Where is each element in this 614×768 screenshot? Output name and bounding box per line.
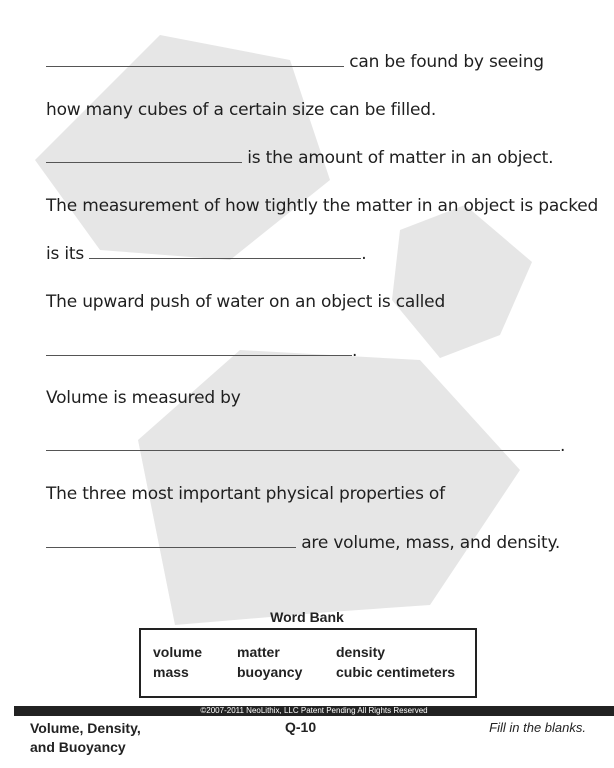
- question-3-line2: [46, 244, 366, 264]
- word-bank-word: density: [336, 644, 386, 660]
- question-4-line2: [46, 341, 357, 361]
- word-bank-word: cubic centimeters: [336, 664, 456, 680]
- blank-3[interactable]: [89, 244, 361, 259]
- question-3-text: is its: [46, 244, 85, 264]
- question-5-line2: [46, 436, 565, 456]
- bg-hexagon-right: [392, 205, 532, 358]
- blank-6[interactable]: [46, 533, 296, 548]
- period-4: .: [352, 341, 358, 361]
- question-1-line2: how many cubes of a certain size can be filled.: [46, 100, 437, 120]
- question-2-text: is the amount of matter in an object.: [247, 148, 554, 168]
- worksheet-title: [30, 719, 141, 757]
- worksheet-title-line1: Volume, Density,: [30, 720, 141, 736]
- question-6-line2: [46, 533, 560, 553]
- instruction-text: Fill in the blanks.: [489, 720, 586, 735]
- blank-1[interactable]: [46, 52, 344, 67]
- word-bank-word: mass: [153, 664, 189, 680]
- question-3-line1: The measurement of how tightly the matter in an object is packed: [46, 196, 599, 216]
- page-code: Q-10: [285, 719, 317, 735]
- word-bank-word: volume: [153, 644, 203, 660]
- word-bank-box: [139, 628, 477, 698]
- question-2-line: [46, 148, 553, 168]
- period-5: .: [560, 436, 566, 456]
- blank-4[interactable]: [46, 341, 352, 356]
- period-3: .: [361, 244, 367, 264]
- question-1-line1: [46, 52, 544, 72]
- copyright-bar: ©2007-2011 NeoLithix, LLC Patent Pending All Rights Reserved: [14, 706, 614, 716]
- worksheet-title-line2: and Buoyancy: [30, 739, 126, 755]
- word-bank-word: buoyancy: [237, 664, 303, 680]
- question-1-text: can be found by seeing: [349, 52, 544, 72]
- question-6-line1: The three most important physical properties of: [46, 484, 445, 504]
- question-5-line1: Volume is measured by: [46, 388, 241, 408]
- word-bank-word: matter: [237, 644, 280, 660]
- question-4-line1: The upward push of water on an object is called: [46, 292, 446, 312]
- word-bank-title: Word Bank: [270, 609, 344, 625]
- blank-2[interactable]: [46, 148, 242, 163]
- question-6-text: are volume, mass, and density.: [301, 533, 561, 553]
- blank-5[interactable]: [46, 436, 560, 451]
